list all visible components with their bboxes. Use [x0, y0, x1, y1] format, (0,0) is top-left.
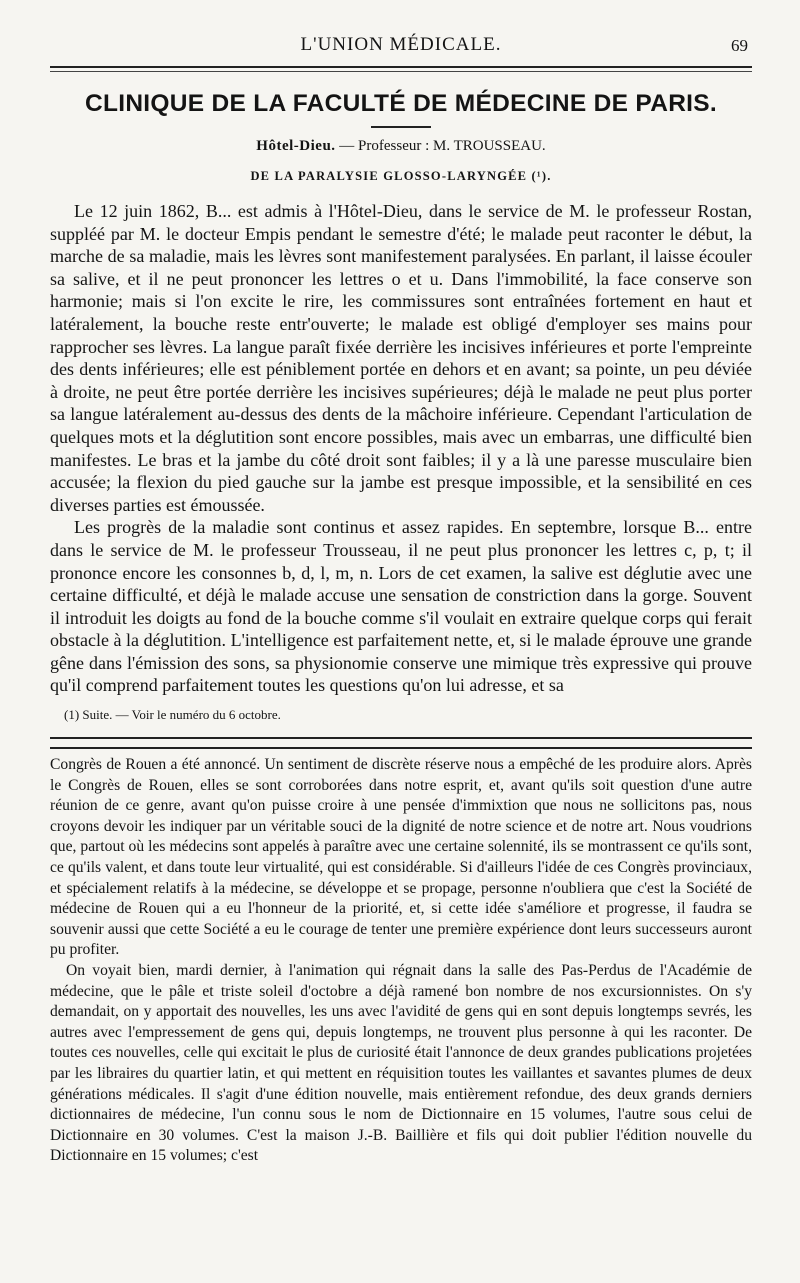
- title-divider: [371, 126, 431, 128]
- venue-label: Hôtel-Dieu.: [256, 138, 336, 154]
- running-header: [50, 30, 752, 68]
- lecturer-label: — Professeur : M. TROUSSEAU.: [335, 138, 546, 154]
- footnote: (1) Suite. — Voir le numéro du 6 octobre.: [64, 707, 281, 723]
- article-body: [50, 200, 752, 697]
- feuilleton-divider: [50, 737, 752, 749]
- feuilleton-body: [50, 755, 752, 1167]
- article-title: CLINIQUE DE LA FACULTÉ DE MÉDECINE DE PARIS.: [84, 90, 718, 117]
- feuilleton-paragraph-1: Congrès de Rouen a été annoncé. Un sentiment de discrète réserve nous a empêché de les produire alors. Après le Congrès de Rouen, elles se sont corroborées dans notre esprit, et, avant qu'ils soit question d'une autre réunion de ce genre, avant qu'on puisse croire à une pensée d'immixtion que nous ne sollicitons pas, nous croyons devoir les indiquer par un véritable souci de la dignité de notre science et de notre art. Nous voudrions que, partout où les médecins sont appelés à paraître avec une certaine solennité, ils se montrassent ce qu'ils sont, ce qu'ils valent, et dans toute leur virtualité, qui est considérable. Si d'ailleurs l'idée de ces Congrès provinciaux, et spécialement relatifs à la médecine, se développe et se propage, personne n'oubliera que c'est la Société de médecine de Rouen qui a eu l'honneur de la priorité, et, si cette idée s'améliore et progresse, il faudra se souvenir aussi que cette Société a eu le courage de tenter une première expérience dont leurs successeurs auront pu profiter.: [50, 756, 752, 959]
- article-paragraph-2: Les progrès de la maladie sont continus et assez rapides. En septembre, lorsque B... entre dans le service de M. le professeur Trousseau, il ne peut plus prononcer les lettres c, p, t; il prononce encore les consonnes b, d, l, m, n. Lors de cet examen, la salive est déglutie avec une certaine difficulté, et déjà le malade accuse une sensation de constriction dans la gorge. Souvent il introduit les doigts au fond de la bouche comme s'il voulait en extraire quelque corps qui ferait obstacle à la déglutition. L'intelligence est parfaitement nette, et, si le malade éprouve une grande gêne dans l'émission des sons, sa physionomie conserve une mimique très expressive qui prouve qu'il comprend parfaitement toutes les questions qu'on lui adresse, et sa: [50, 517, 752, 696]
- journal-title: L'UNION MÉDICALE.: [300, 34, 502, 55]
- feuilleton-paragraph-2: On voyait bien, mardi dernier, à l'animation qui régnait dans la salle des Pas-Perdus de l'Académie de médecine, que le pâle et triste soleil d'octobre a déjà ramené bon nombre de nos excursionnistes. On s'y demandait, on y apportait des nouvelles, les uns avec l'avidité de gens qui en sont depuis longtemps sevrés, les autres avec l'empressement de gens qui, depuis longtemps, ne trouvent plus personne à qui les raconter. De toutes ces nouvelles, celle qui excitait le plus de curiosité était l'annonce de deux grandes publications projetées par les libraires du quartier latin, et qui mettent en réquisition toutes les vaillantes et savantes plumes de deux générations médicales. Il s'agit d'une édition nouvelle, mais entièrement refondue, des deux grands derniers dictionnaires de médecine, l'un connu sous le nom de Dictionnaire en 15 volumes, l'autre sous celui de Dictionnaire en 30 volumes. C'est la maison J.-B. Baillière et fils qui doit publier l'édition nouvelle du Dictionnaire en 15 volumes; c'est: [50, 962, 752, 1165]
- article-subject: DE LA PARALYSIE GLOSSO-LARYNGÉE (¹).: [250, 169, 552, 183]
- header-rule: [50, 71, 752, 72]
- page-number: 69: [731, 36, 748, 55]
- article-paragraph-1: Le 12 juin 1862, B... est admis à l'Hôtel-Dieu, dans le service de M. le professeur Rostan, suppléé par M. le docteur Empis pendant le semestre d'été; le malade peut raconter le début, la marche de sa maladie, mais les lèvres sont manifestement paralysées. En parlant, il laisse écouler sa salive, et il ne peut prononcer les lettres o et u. Dans l'immobilité, la face conserve son harmonie; mais si l'on excite le rire, les commissures sont entraînées fortement en haut et latéralement, la bouche reste entr'ouverte; le malade est obligé d'employer ses mains pour rapprocher ses lèvres. La langue paraît fixée derrière les incisives inférieures et porte l'empreinte des dents inférieures; elle est péniblement portée en dehors et en avant; sa pointe, un peu déviée à droite, ne peut être portée derrière les incisives supérieures; déjà le malade ne peut plus porter sa langue latéralement au-dessus des dents de la mâchoire inférieure. Cependant l'articulation de quelques mots et la déglutition sont encore possibles, mais avec un embarras, une difficulté bien manifestes. Le bras et la jambe du côté droit sont faibles; il y a là une paresse musculaire bien accusée; la flexion du pied gauche sur la jambe est presque impossible, et la sensibilité en ces diverses parties est émoussée.: [50, 201, 752, 515]
- lecture-line: [50, 138, 752, 155]
